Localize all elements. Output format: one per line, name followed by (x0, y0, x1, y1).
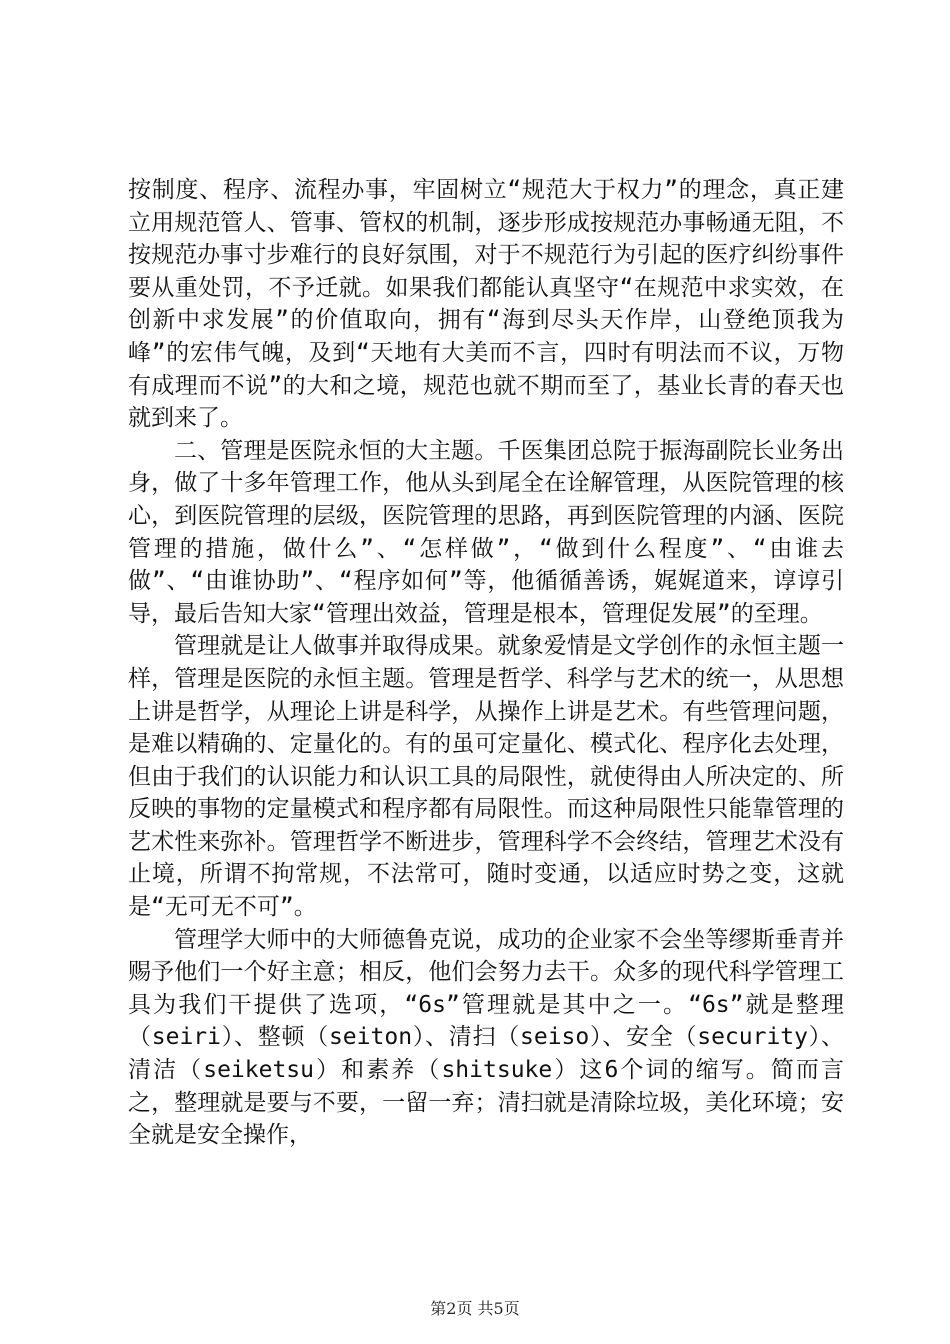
paragraph-4: 管理学大师中的大师德鲁克说，成功的企业家不会坐等缪斯垂青并赐予他们一个好主意；相反，他们会努力去干。众多的现代科学管理工具为我们干提供了选项，“6s”管理就是其中之一。“6s”就是整理（seiri）、整顿（seiton）、清扫（seiso）、安全（security）、清洁（seiketsu）和素养（shitsuke）这6个词的缩写。简而言之，整理就是要与不要，一留一弃；清扫就是清除垃圾，美化环境；安全就是安全操作， (128, 926, 844, 1149)
paragraph-2: 二、管理是医院永恒的大主题。千医集团总院于振海副院长业务出身，做了十多年管理工作，他从头到尾全在诠解管理，从医院管理的核心，到医院管理的层级，医院管理的思路，再到医院管理的内涵、医院管理的措施，做什么”、“怎样做”，“做到什么程度”、“由谁去做”、“由谁协助”、“程序如何”等，他循循善诱，娓娓道来，谆谆引导，最后告知大家“管理出效益，管理是根本，管理促发展”的至理。 (128, 437, 844, 627)
page-number-footer: 第2页 共5页 (430, 1299, 520, 1318)
document-body (128, 174, 844, 1152)
paragraph-1: 按制度、程序、流程办事，牢固树立“规范大于权力”的理念，真正建立用规范管人、管事、管权的机制，逐步形成按规范办事畅通无阻，不按规范办事寸步难行的良好氛围，对于不规范行为引起的医疗纠纷事件要从重处罚，不予迁就。如果我们都能认真坚守“在规范中求实效，在创新中求发展”的价值取向，拥有“海到尽头天作岸，山登绝顶我为峰”的宏伟气魄，及到“天地有大美而不言，四时有明法而不议，万物有成理而不说”的大和之境，规范也就不期而至了，基业长青的春天也就到来了。 (128, 177, 844, 432)
paragraph-3: 管理就是让人做事并取得成果。就象爱情是文学创作的永恒主题一样，管理是医院的永恒主题。管理是哲学、科学与艺术的统一，从思想上讲是哲学，从理论上讲是科学，从操作上讲是艺术。有些管理问题，是难以精确的、定量化的。有的虽可定量化、模式化、程序化去处理，但由于我们的认识能力和认识工具的局限性，就使得由人所决定的、所反映的事物的定量模式和程序都有局限性。而这种局限性只能靠管理的艺术性来弥补。管理哲学不断进步，管理科学不会终结，管理艺术没有止境，所谓不拘常规，不法常可，随时变通，以适应时势之变，这就是“无可无不可”。 (128, 633, 844, 921)
